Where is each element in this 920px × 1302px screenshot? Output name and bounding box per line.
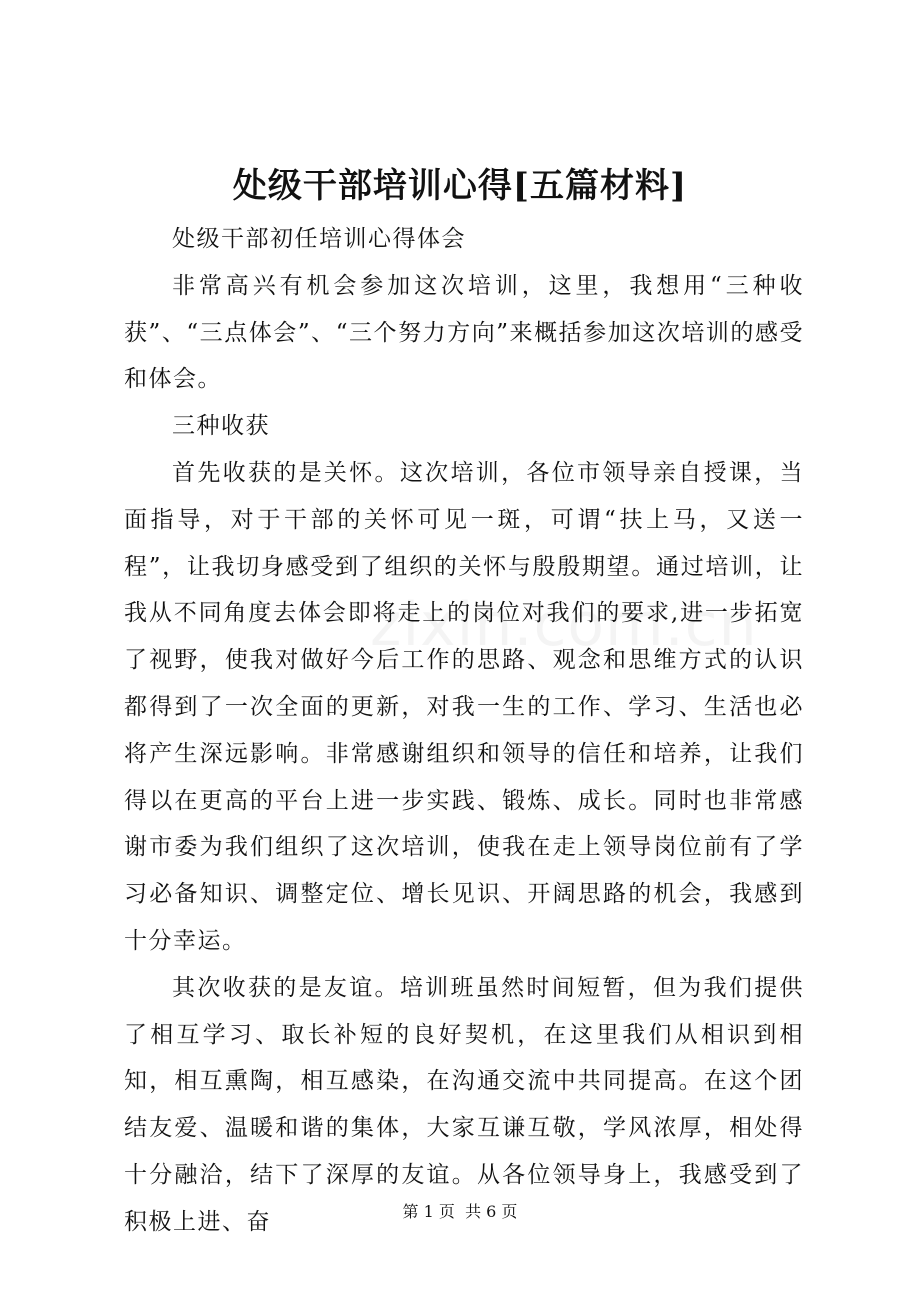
page-footer [0, 1200, 920, 1224]
document-title: 处级干部培训心得[五篇材料] [232, 166, 688, 206]
paragraph-second-gain: 其次收获的是友谊。培训班虽然时间短暂，但为我们提供了相互学习、取长补短的良好契机，在这里我们从相识到相知，相互熏陶，相互感染，在沟通交流中共同提高。在这个团结友爱、温暖和谐的集体，大家互谦互敬，学风浓厚，相处得十分融洽，结下了深厚的友谊。从各位领导身上，我感受到了积极上进、奋 [124, 974, 804, 1235]
document-body [124, 216, 804, 1246]
paragraph-subtitle: 处级干部初任培训心得体会 [172, 226, 466, 252]
paragraph-first-gain: 首先收获的是关怀。这次培训，各位市领导亲自授课，当面指导，对于干部的关怀可见一斑，可谓“扶上马，又送一程”，让我切身感受到了组织的关怀与殷殷期望。通过培训，让我从不同角度去体会即将走上的岗位对我们的要求,进一步拓宽了视野，使我对做好今后工作的思路、观念和思维方式的认识都得到了一次全面的更新，对我一生的工作、学习、生活也必将产生深远影响。非常感谢组织和领导的信任和培养，让我们得以在更高的平台上进一步实践、锻炼、成长。同时也非常感谢市委为我们组织了这次培训，使我在走上领导岗位前有了学习必备知识、调整定位、增长见识、开阔思路的机会，我感到十分幸运。 [124, 459, 804, 954]
paragraph-intro: 非常高兴有机会参加这次培训，这里，我想用“三种收获”、“三点体会”、“三个努力方向”来概括参加这次培训的感受和体会。 [124, 272, 804, 393]
paragraph-section-heading: 三种收获 [172, 413, 270, 440]
page-number: 第 1 页 共 6 页 [402, 1202, 518, 1221]
